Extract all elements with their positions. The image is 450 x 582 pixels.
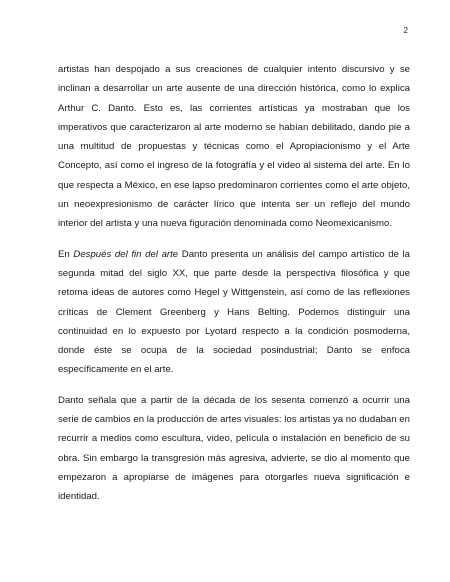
- paragraph-3: Danto señala que a partir de la década de los sesenta comenzó a ocurrir una serie de cambios en la producción de artes visuales: los artistas ya no dudaban en recurrir a medios como escultura, video, película o instalación en beneficio de su obra. Sin embargo la transgresión más agresiva, advierte, se dio al momento que empezaron a apropiarse de imágenes para otorgarles nueva significación e identidad.: [58, 394, 410, 503]
- paragraph-2: [58, 245, 410, 380]
- page-number: 2: [403, 26, 408, 35]
- paragraph-2-text: Danto presenta un análisis del campo artístico de la segunda mitad del siglo XX, que parte desde la perspectiva filosófica y que retoma ideas de autores como Hegel y Wittgenstein, así como de las reflexiones críticas de Clement Greenberg y Hans Belting. Podemos distinguir una continuidad en lo expuesto por Lyotard respecto a la condición posmoderna, donde éste se ocupa de la sociedad posindustrial; Danto se enfoca específicamente en el arte.: [58, 248, 410, 376]
- paragraph-2-prefix: En: [58, 248, 74, 260]
- body-text: [58, 60, 410, 518]
- book-title: Después del fin del arte: [73, 248, 179, 260]
- paragraph-1: artistas han despojado a sus creaciones de cualquier intento discursivo y se inclinan a desarrollar un arte ausente de una dirección histórica, como lo explica Arthur C. Danto. Esto es, las corrientes artísticas ya mostraban que los imperativos que caracterizaron al arte moderno se habían debilitado, dando pie a una multitud de propuestas y técnicas como el Apropiacionismo y el Arte Concepto, así como el ingreso de la fotografía y el video al sistema del arte. En lo que respecta a México, en ese lapso predominaron corrientes como el arte objeto, un neoexpresionismo de carácter lírico que intenta ser un reflejo del mundo interior del artista y una nueva figuración denominada como Neomexicanismo.: [58, 64, 410, 230]
